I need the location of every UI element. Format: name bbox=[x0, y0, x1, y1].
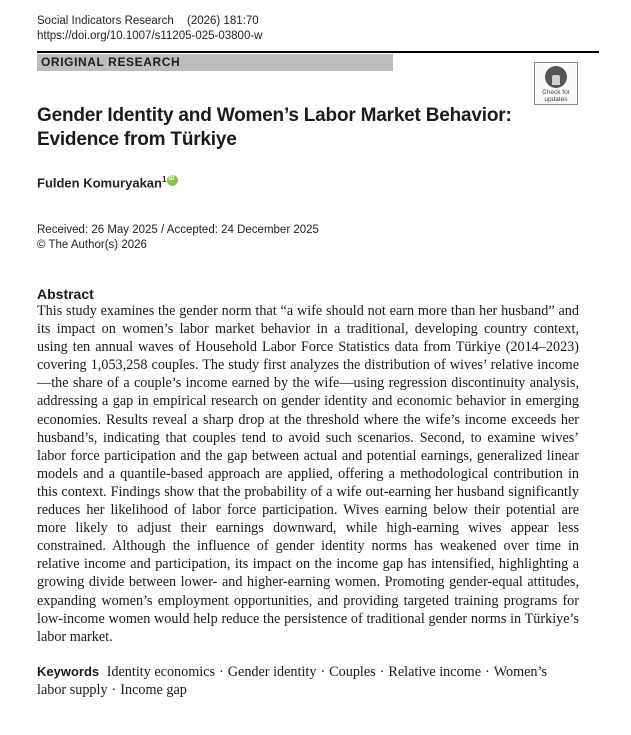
keyword-separator: · bbox=[379, 664, 385, 680]
badge-line2: updates bbox=[544, 96, 568, 103]
keyword-separator: · bbox=[111, 682, 117, 699]
journal-header bbox=[37, 14, 262, 44]
title-line1: Gender Identity and Women’s Labor Market Behavior: bbox=[37, 105, 512, 126]
keywords-label: Keywords bbox=[37, 664, 100, 679]
header-rule bbox=[37, 51, 599, 53]
article-title bbox=[37, 104, 557, 152]
keyword-separator: · bbox=[485, 664, 490, 680]
received-accepted: Received: 26 May 2025 / Accepted: 24 December 2025 bbox=[37, 224, 319, 236]
citation: (2026) 181:70 bbox=[187, 15, 259, 27]
author bbox=[37, 175, 178, 190]
keyword: Relative income bbox=[388, 664, 482, 680]
badge-line1: Check for bbox=[542, 89, 570, 96]
copyright: © The Author(s) 2026 bbox=[37, 239, 147, 251]
keyword: Women’s labor supply bbox=[37, 664, 547, 699]
keyword: Identity economics bbox=[106, 664, 216, 680]
abstract-text: This study examines the gender norm that “a wife should not earn more than her husband” and its impact on women’s labor market behavior in a traditional, developing country context, using ten annual waves of Household Labor Force Statistics data from Türkiye (2014–2023) covering 1,053,258 couples. The study first analyzes the distribution of wives’ relative income—the share of a couple’s income earned by the wife—using regression discontinuity analysis, addressing a gap in empirical research on gender identity and economic behavior in emerging economies. Results reveal a sharp drop at the threshold where the wife’s income exceeds her husband’s, indicating that couples tend to avoid such scenarios. Second, to examine wives’ labor force participation and the gap between actual and potential earnings, generalized linear models and a quantile-based approach are applied, offering a methodological contribution in this context. Findings show that the probability of a wife out-earning her husband significantly reduces her likelihood of labor force participation. Wives earning below their potential are more likely to adjust their earnings downward, while high-earning wives appear less constrained. Although the influence of gender identity norms has weakened over time in relative income and participation, its impact on the income gap has intensified, highlighting a growing divide between lower- and higher-earning women. Promoting gender-equal attitudes, expanding women’s employment opportunities, and providing targeted training programs for low-income women would help reduce the persistence of traditional gender norms in Türkiye’s labor market. bbox=[37, 303, 579, 645]
article-dates bbox=[37, 223, 319, 253]
article-type-banner: ORIGINAL RESEARCH bbox=[37, 54, 393, 71]
keywords bbox=[37, 663, 579, 699]
keyword-separator: · bbox=[320, 664, 326, 680]
keyword: Couples bbox=[329, 664, 376, 680]
keyword: Income gap bbox=[120, 682, 187, 699]
title-line2: Evidence from Türkiye bbox=[37, 129, 237, 150]
keyword-separator: · bbox=[219, 664, 224, 680]
journal-name: Social Indicators Research bbox=[37, 15, 174, 27]
author-name[interactable]: Fulden Komuryakan bbox=[37, 175, 162, 191]
doi-link[interactable]: https://doi.org/10.1007/s11205-025-03800-w bbox=[37, 30, 263, 42]
orcid-icon[interactable] bbox=[167, 175, 178, 186]
check-for-updates-button[interactable] bbox=[534, 62, 578, 105]
author-affiliation: 1 bbox=[161, 175, 167, 184]
keyword: Gender identity bbox=[227, 664, 317, 680]
check-for-updates-icon bbox=[545, 66, 567, 88]
abstract-heading: Abstract bbox=[37, 286, 94, 302]
